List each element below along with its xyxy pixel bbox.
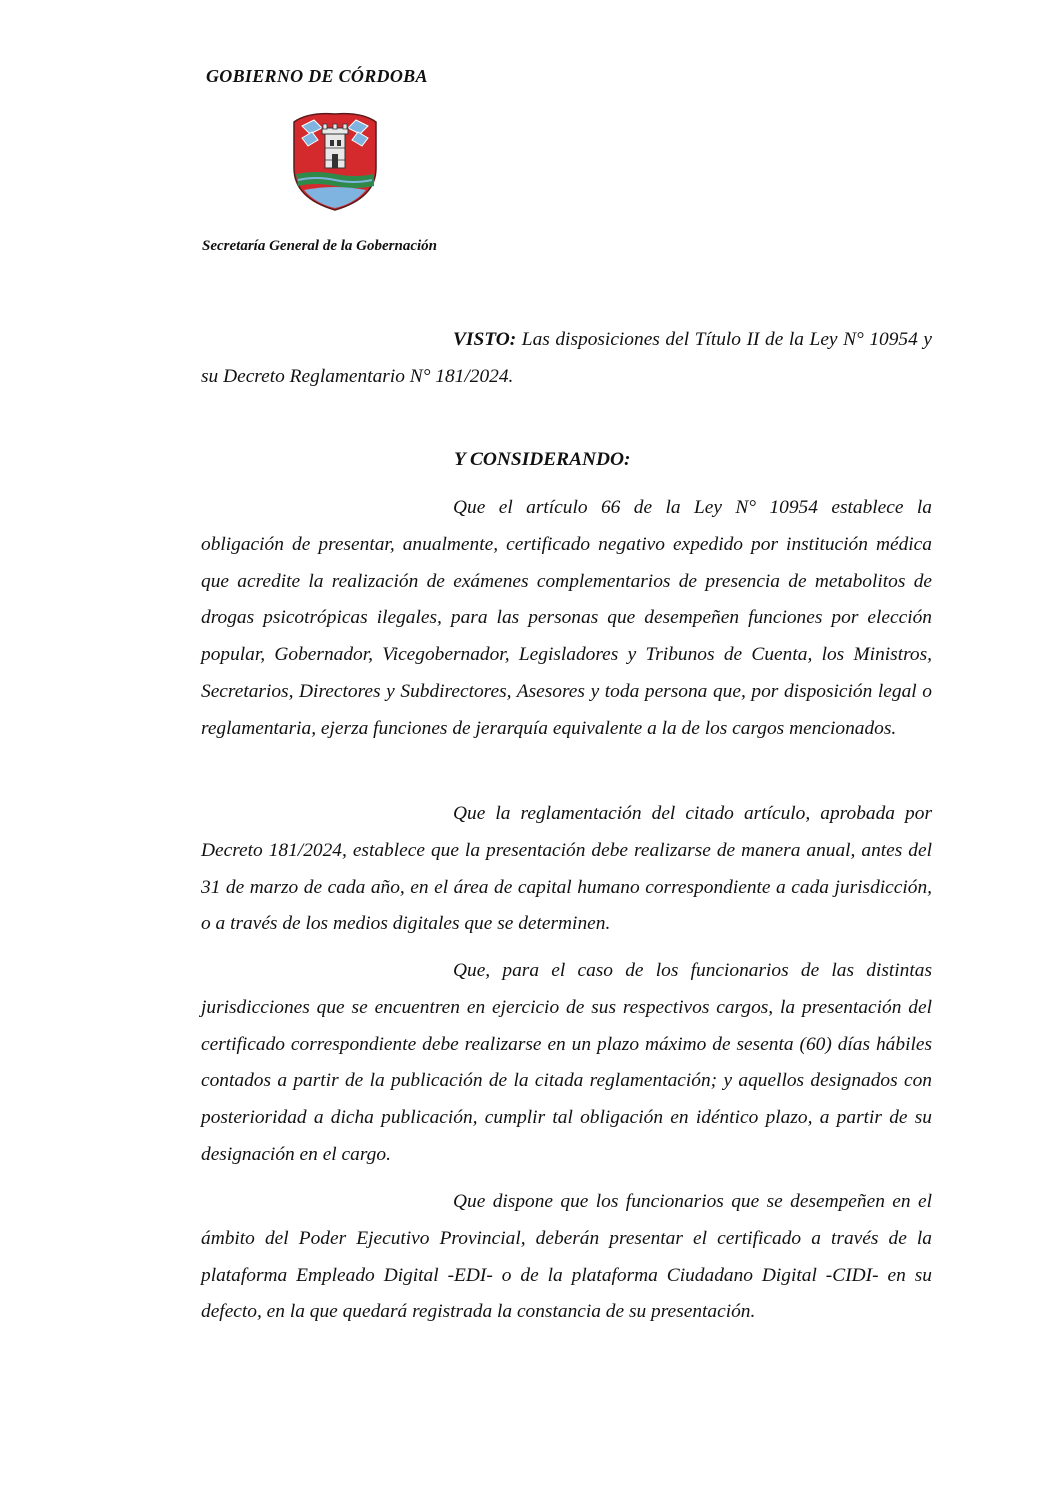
paragraph-text: Que el artículo 66 de la Ley N° 10954 establece la obligación de presentar, anualmente, certificado negativo expedido por institución médica que acredite la realización de exámenes complementarios de presencia de metabolitos de drogas psicotrópicas ilegales, para las personas que desempeñen funciones por elección popular, Gobernador, Vicegobernador, Legisladores y Tribunos de Cuenta, los Ministros, Secretarios, Directores y Subdirectores, Asesores y toda persona que, por disposición legal o reglamentaria, ejerza funciones de jerarquía equivalente a la de los cargos mencionados. (201, 497, 932, 739)
paragraph-3 (201, 953, 932, 1174)
paragraph-2 (201, 796, 932, 943)
paragraph-text: Que la reglamentación del citado artículo, aprobada por Decreto 181/2024, establece que la presentación debe realizarse de manera anual, antes del 31 de marzo de cada año, en el área de capital humano correspondiente a cada jurisdicción, o a través de los medios digitales que se determinen. (201, 803, 932, 935)
considerando-heading: Y CONSIDERANDO: (454, 449, 631, 470)
cordoba-coat-of-arms-icon (288, 110, 382, 214)
paragraph-1 (201, 490, 932, 748)
paragraph-4 (201, 1184, 932, 1331)
visto-text: Las disposiciones del Título II de la Ley N° 10954 y su Decreto Reglamentario N° 181/2024. (201, 329, 932, 387)
visto-section (201, 322, 932, 396)
paragraph-text: Que, para el caso de los funcionarios de las distintas jurisdicciones que se encuentren en ejercicio de sus respectivos cargos, la presentación del certificado correspondiente debe realizarse en un plazo máximo de sesenta (60) días hábiles contados a partir de la publicación de la citada reglamentación; y aquellos designados con posterioridad a dicha publicación, cumplir tal obligación en idéntico plazo, a partir de su designación en el cargo. (201, 960, 932, 1165)
paragraph-text: Que dispone que los funcionarios que se desempeñen en el ámbito del Poder Ejecutivo Provincial, deberán presentar el certificado a través de la plataforma Empleado Digital -EDI- o de la plataforma Ciudadano Digital -CIDI- en su defecto, en la que quedará registrada la constancia de su presentación. (201, 1191, 932, 1323)
government-title: GOBIERNO DE CÓRDOBA (206, 66, 428, 86)
visto-label: VISTO: (453, 329, 517, 350)
department-name: Secretaría General de la Gobernación (202, 238, 437, 254)
